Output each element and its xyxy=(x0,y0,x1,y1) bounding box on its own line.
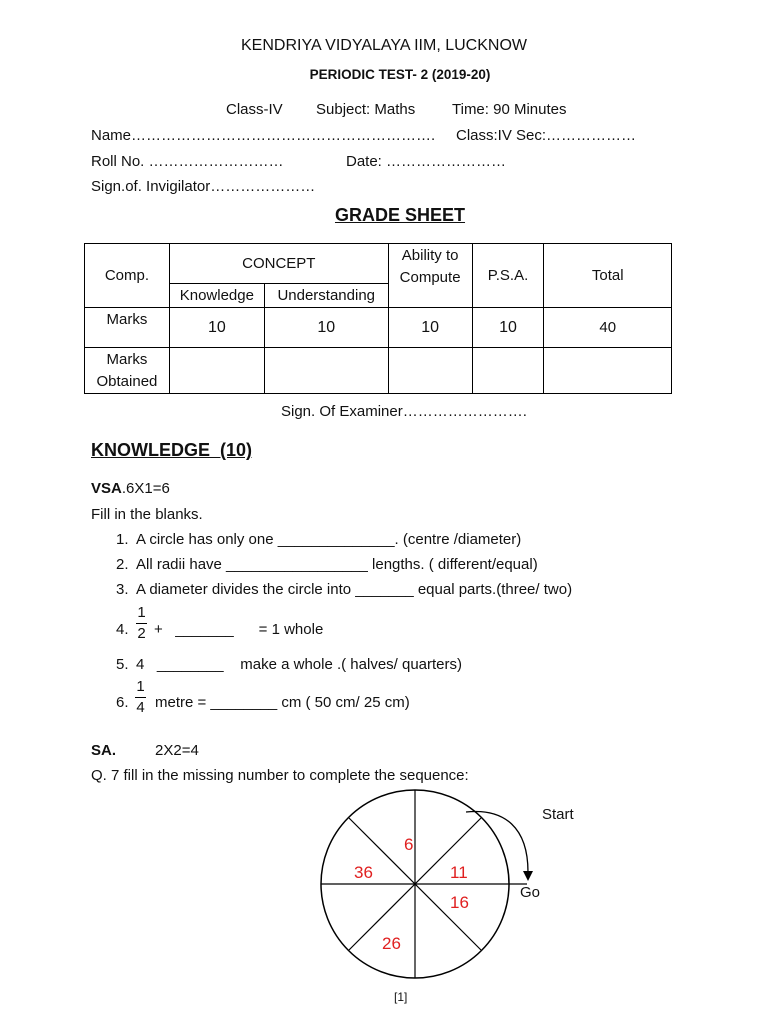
fraction-denominator: 2 xyxy=(137,625,146,642)
date-field: Date: …………………… xyxy=(346,153,507,170)
class-label: Class-IV xyxy=(226,101,283,118)
ability-line-2: Compute xyxy=(399,269,461,286)
examiner-sign-field: Sign. Of Examiner……………………. xyxy=(281,403,527,420)
marks-knowledge: 10 xyxy=(169,308,264,348)
question-text: metre = ________ cm ( 50 cm/ 25 cm) xyxy=(155,694,410,711)
vsa-label: VSA xyxy=(91,480,122,497)
question-number: 6. xyxy=(116,694,129,711)
marks-ability: 10 xyxy=(388,308,472,348)
ability-line-1: Ability to xyxy=(401,247,459,264)
wheel-number: 16 xyxy=(450,893,469,912)
arrow-head-icon xyxy=(523,871,533,881)
start-label: Start xyxy=(542,806,574,823)
go-label: Go xyxy=(520,884,541,901)
psa-header: P.S.A. xyxy=(472,244,544,308)
roll-field: Roll No. ……………………… xyxy=(91,153,284,170)
sa-question: Q. 7 fill in the missing number to complete the sequence: xyxy=(91,767,469,784)
invigilator-sign-field: Sign.of. Invigilator………………… xyxy=(91,178,316,195)
fraction-numerator: 1 xyxy=(137,604,146,621)
vsa-marks: .6X1=6 xyxy=(121,480,170,497)
question-text: + _______ = 1 whole xyxy=(154,621,324,638)
class-sec-field: Class:IV Sec:……………… xyxy=(456,127,637,144)
wheel-number: 26 xyxy=(382,934,401,953)
question-text: A diameter divides the circle into _______ equal parts.(three/ two) xyxy=(136,581,573,598)
obtained-line-1: Marks xyxy=(106,350,148,368)
name-field: Name……………………………………………………. xyxy=(91,127,436,144)
start-arrow xyxy=(466,812,528,873)
time-label: Time: 90 Minutes xyxy=(452,101,567,118)
fraction-numerator: 1 xyxy=(136,678,145,695)
question-text: A circle has only one ______________. (centre /diameter) xyxy=(136,531,522,548)
understanding-header: Understanding xyxy=(264,284,388,308)
question-number: 2. xyxy=(116,556,129,573)
marks-psa: 10 xyxy=(472,308,544,348)
wheel-number: 36 xyxy=(354,863,373,882)
question-number: 1. xyxy=(116,531,129,548)
knowledge-header: Knowledge xyxy=(169,284,264,308)
question-number: 3. xyxy=(116,581,129,598)
marks-total: 40 xyxy=(544,308,672,348)
wheel-number: 6 xyxy=(404,835,414,854)
subject-label: Subject: Maths xyxy=(316,101,416,118)
sa-label: SA. xyxy=(91,742,117,759)
question-text: 4 ________ make a whole .( halves/ quarters) xyxy=(136,656,463,673)
page-number: [1] xyxy=(394,990,408,1004)
school-name: KENDRIYA VIDYALAYA IIM, LUCKNOW xyxy=(241,37,527,54)
grade-sheet-title: GRADE SHEET xyxy=(334,205,466,225)
question-number: 5. xyxy=(116,656,129,673)
marks-understanding: 10 xyxy=(264,308,388,348)
comp-header: Comp. xyxy=(85,244,170,308)
question-text: All radii have _________________ lengths. ( different/equal) xyxy=(136,556,538,573)
marks-label: Marks xyxy=(85,308,170,348)
fraction-denominator: 4 xyxy=(136,699,145,716)
total-header: Total xyxy=(544,244,672,308)
fill-blanks-instruction: Fill in the blanks. xyxy=(91,506,203,523)
sa-marks: 2X2=4 xyxy=(155,742,199,759)
obtained-line-2: Obtained xyxy=(96,372,158,390)
test-title: PERIODIC TEST- 2 (2019-20) xyxy=(309,67,491,82)
wheel-number: 11 xyxy=(450,863,468,882)
concept-header: CONCEPT xyxy=(169,244,388,284)
question-number: 4. xyxy=(116,621,129,638)
knowledge-heading: KNOWLEDGE (10) xyxy=(91,440,253,460)
